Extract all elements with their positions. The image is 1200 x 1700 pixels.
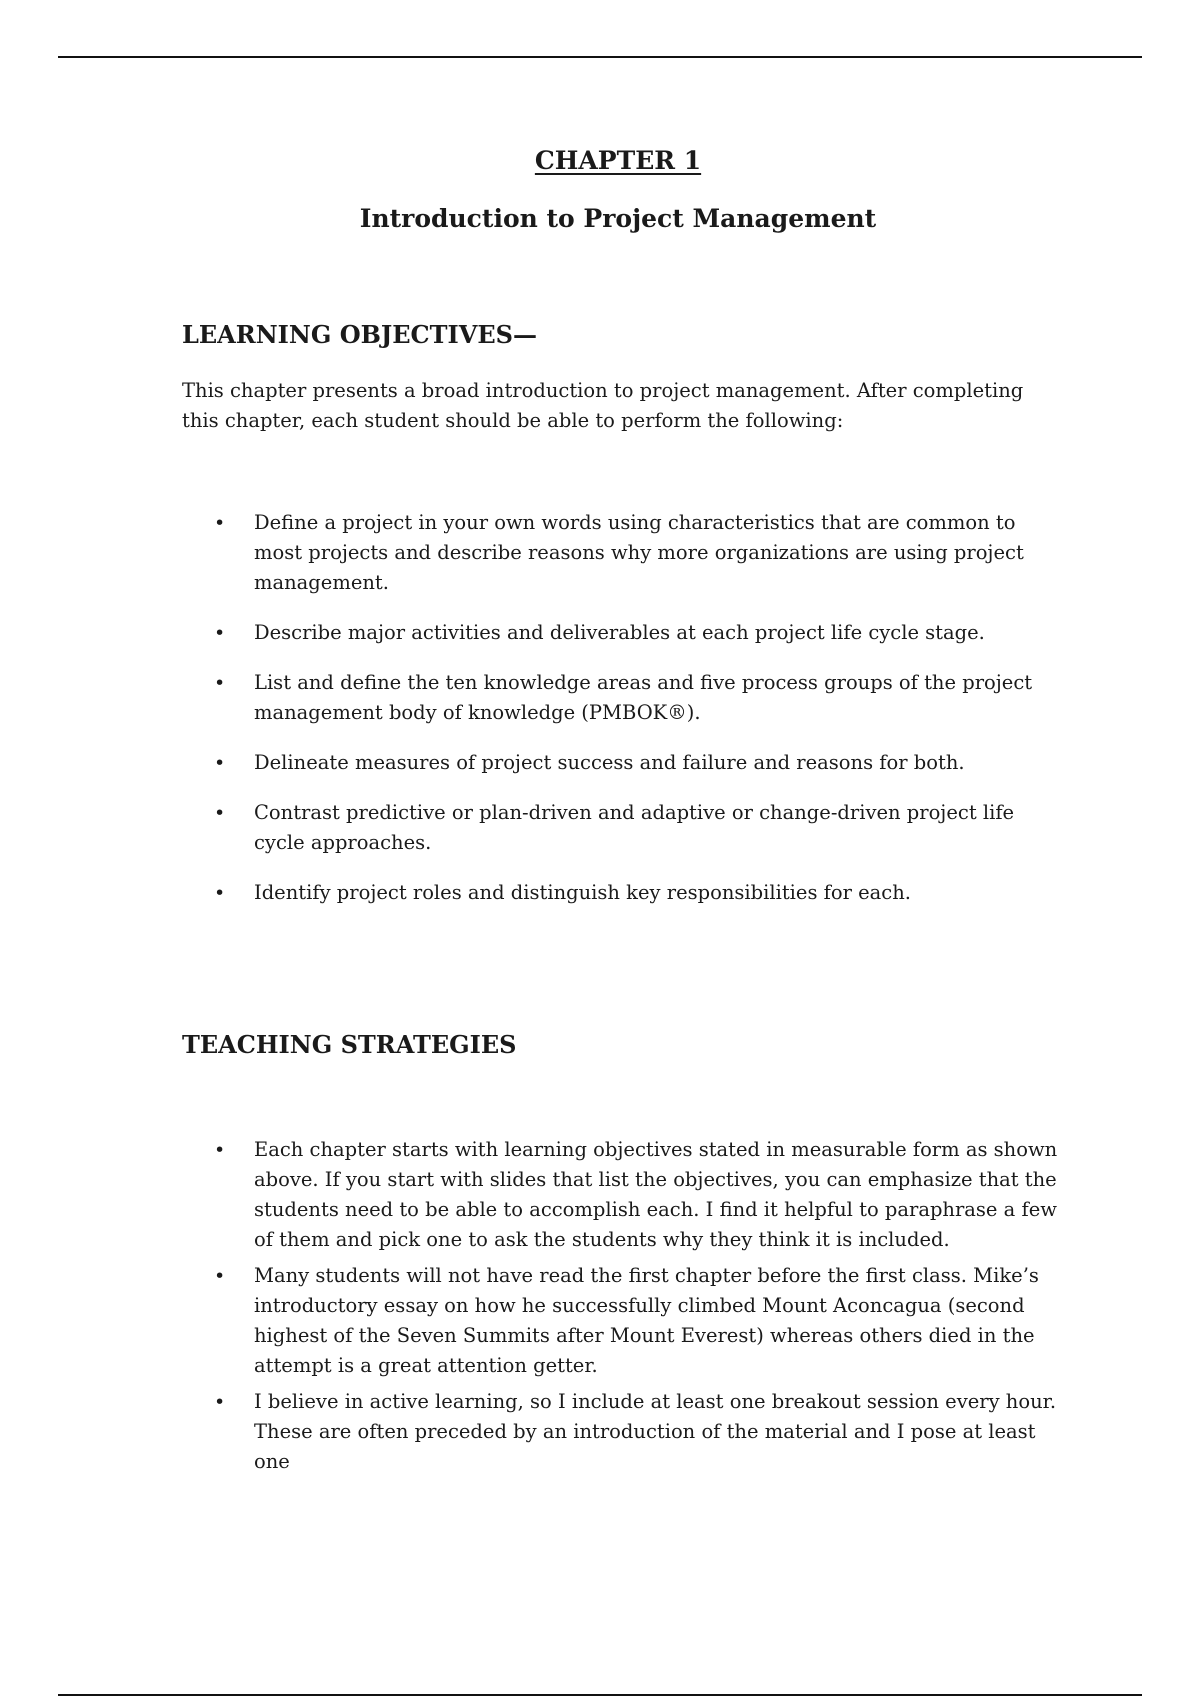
- strategy-item: • I believe in active learning, so I include at least one breakout session every hour. These are often preceded by an introduction of the material and I pose at least one: [182, 1387, 1062, 1477]
- learning-objectives-intro: This chapter presents a broad introduction to project management. After completing this chapter, each student should be able to perform the following:: [182, 379, 1024, 432]
- top-rule: [58, 56, 1142, 58]
- objective-item: • Contrast predictive or plan-driven and adaptive or change-driven project life cycle approaches.: [182, 798, 1062, 858]
- objective-item: • Describe major activities and deliverables at each project life cycle stage.: [182, 618, 1062, 648]
- strategy-item: • Each chapter starts with learning objectives stated in measurable form as shown above. If you start with slides that list the objectives, you can emphasize that the students need to be able to accomplish each. I find it helpful to paraphrase a few of them and pick one to ask the students why they think it is included.: [182, 1135, 1062, 1255]
- bottom-rule: [58, 1694, 1142, 1696]
- strategy-item: • Many students will not have read the first chapter before the first class. Mike’s introductory essay on how he successfully climbed Mount Aconcagua (second highest of the Seven Summits after Mount Everest) whereas others died in the attempt is a great attention getter.: [182, 1261, 1062, 1381]
- chapter-label: CHAPTER 1: [534, 146, 702, 175]
- teaching-strategies-list: [182, 1135, 1062, 1483]
- teaching-strategies-heading: TEACHING STRATEGIES: [182, 1030, 517, 1059]
- chapter-title: Introduction to Project Management: [359, 204, 877, 233]
- objective-item: • List and define the ten knowledge areas and five process groups of the project management body of knowledge (PMBOK®).: [182, 668, 1062, 728]
- learning-objectives-list: [182, 508, 1062, 928]
- objective-item: • Delineate measures of project success and failure and reasons for both.: [182, 748, 1062, 778]
- objective-item: • Identify project roles and distinguish key responsibilities for each.: [182, 878, 1062, 908]
- learning-objectives-heading: LEARNING OBJECTIVES—: [182, 320, 537, 349]
- objective-item: • Define a project in your own words using characteristics that are common to most projects and describe reasons why more organizations are using project management.: [182, 508, 1062, 598]
